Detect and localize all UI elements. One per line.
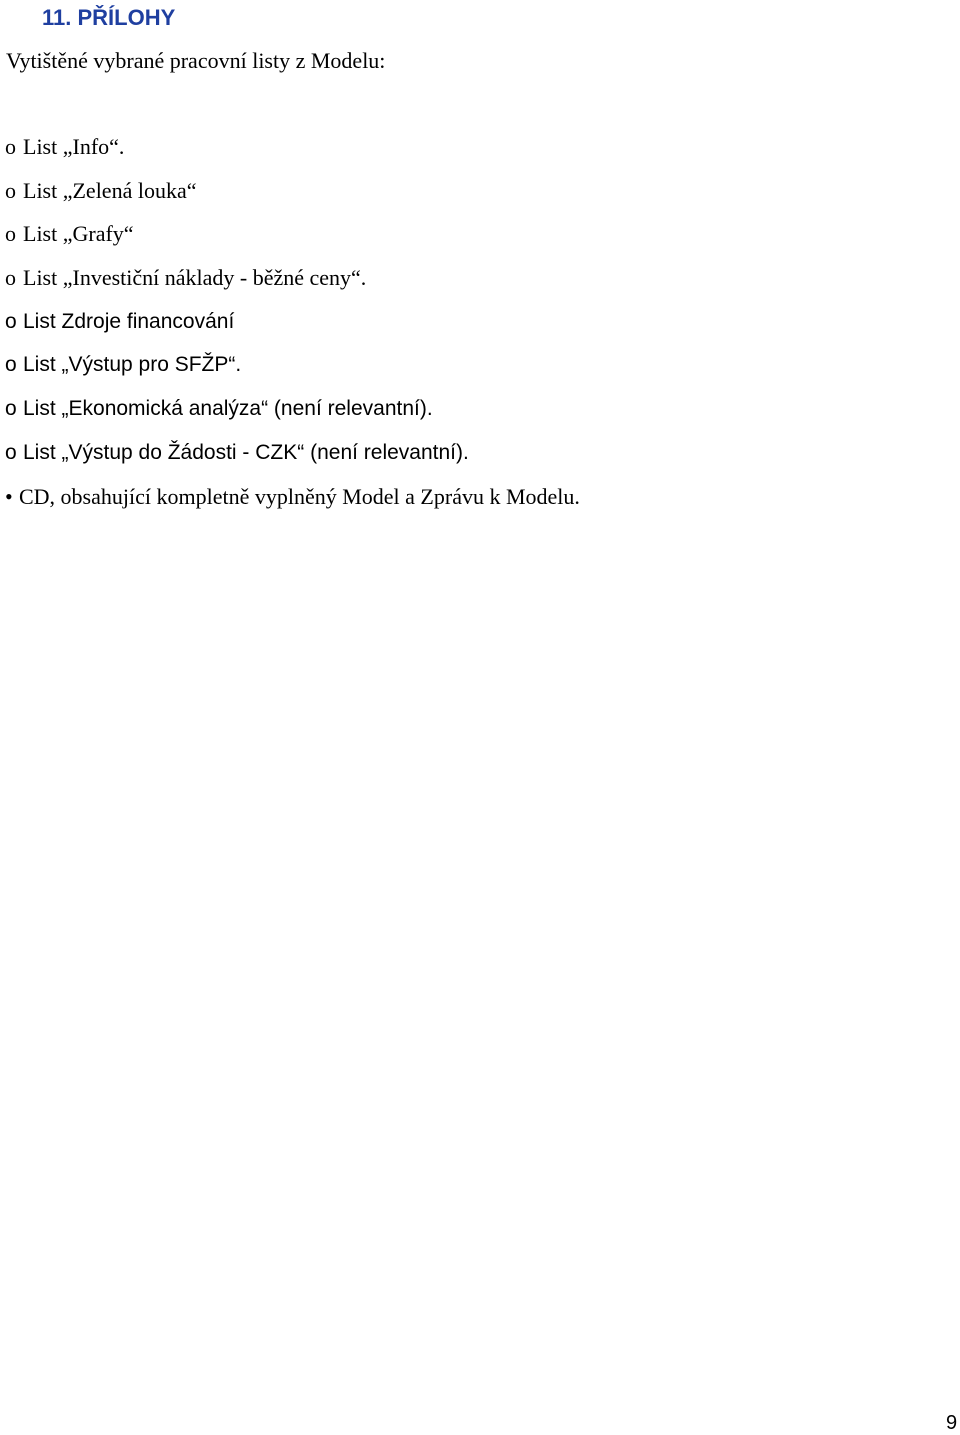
list-item xyxy=(5,220,580,264)
list-item xyxy=(5,395,580,439)
list-item xyxy=(5,264,580,308)
list-item xyxy=(5,308,580,352)
list-item-text: List „Ekonomická analýza“ (není relevantní). xyxy=(23,397,433,421)
list-marker: o xyxy=(5,177,16,203)
intro-text: Vytištěné vybrané pracovní listy z Modelu: xyxy=(6,48,386,73)
list-marker: o xyxy=(5,397,17,421)
list-marker: o xyxy=(5,134,16,159)
list-marker: • xyxy=(5,483,13,509)
list-marker: o xyxy=(5,353,17,377)
list-item-text: List „Info“. xyxy=(23,134,125,159)
list-item xyxy=(5,177,580,221)
list-item-text: List „Grafy“ xyxy=(23,221,134,247)
list-item-text: List „Výstup do Žádosti - CZK“ (není relevantní). xyxy=(23,440,469,464)
list-marker: o xyxy=(5,440,17,464)
list-item xyxy=(5,133,580,177)
list-item-text: List „Investiční náklady - běžné ceny“. xyxy=(23,265,367,291)
list-item-text: List „Zelená louka“ xyxy=(23,177,197,203)
list-item-text: List Zdroje financování xyxy=(23,309,235,333)
list-marker: o xyxy=(5,309,17,333)
page-number: 9 xyxy=(946,1412,958,1434)
list-item xyxy=(5,483,580,527)
list-item xyxy=(5,351,580,395)
list-item xyxy=(5,439,580,483)
list-marker: o xyxy=(5,265,16,291)
list-marker: o xyxy=(5,221,16,247)
list-item-text: CD, obsahující kompletně vyplněný Model a Zprávu k Modelu. xyxy=(19,483,580,509)
attachment-list xyxy=(5,133,580,526)
section-heading: 11. PŘÍLOHY xyxy=(42,5,176,30)
list-item-text: List „Výstup pro SFŽP“. xyxy=(23,353,242,377)
